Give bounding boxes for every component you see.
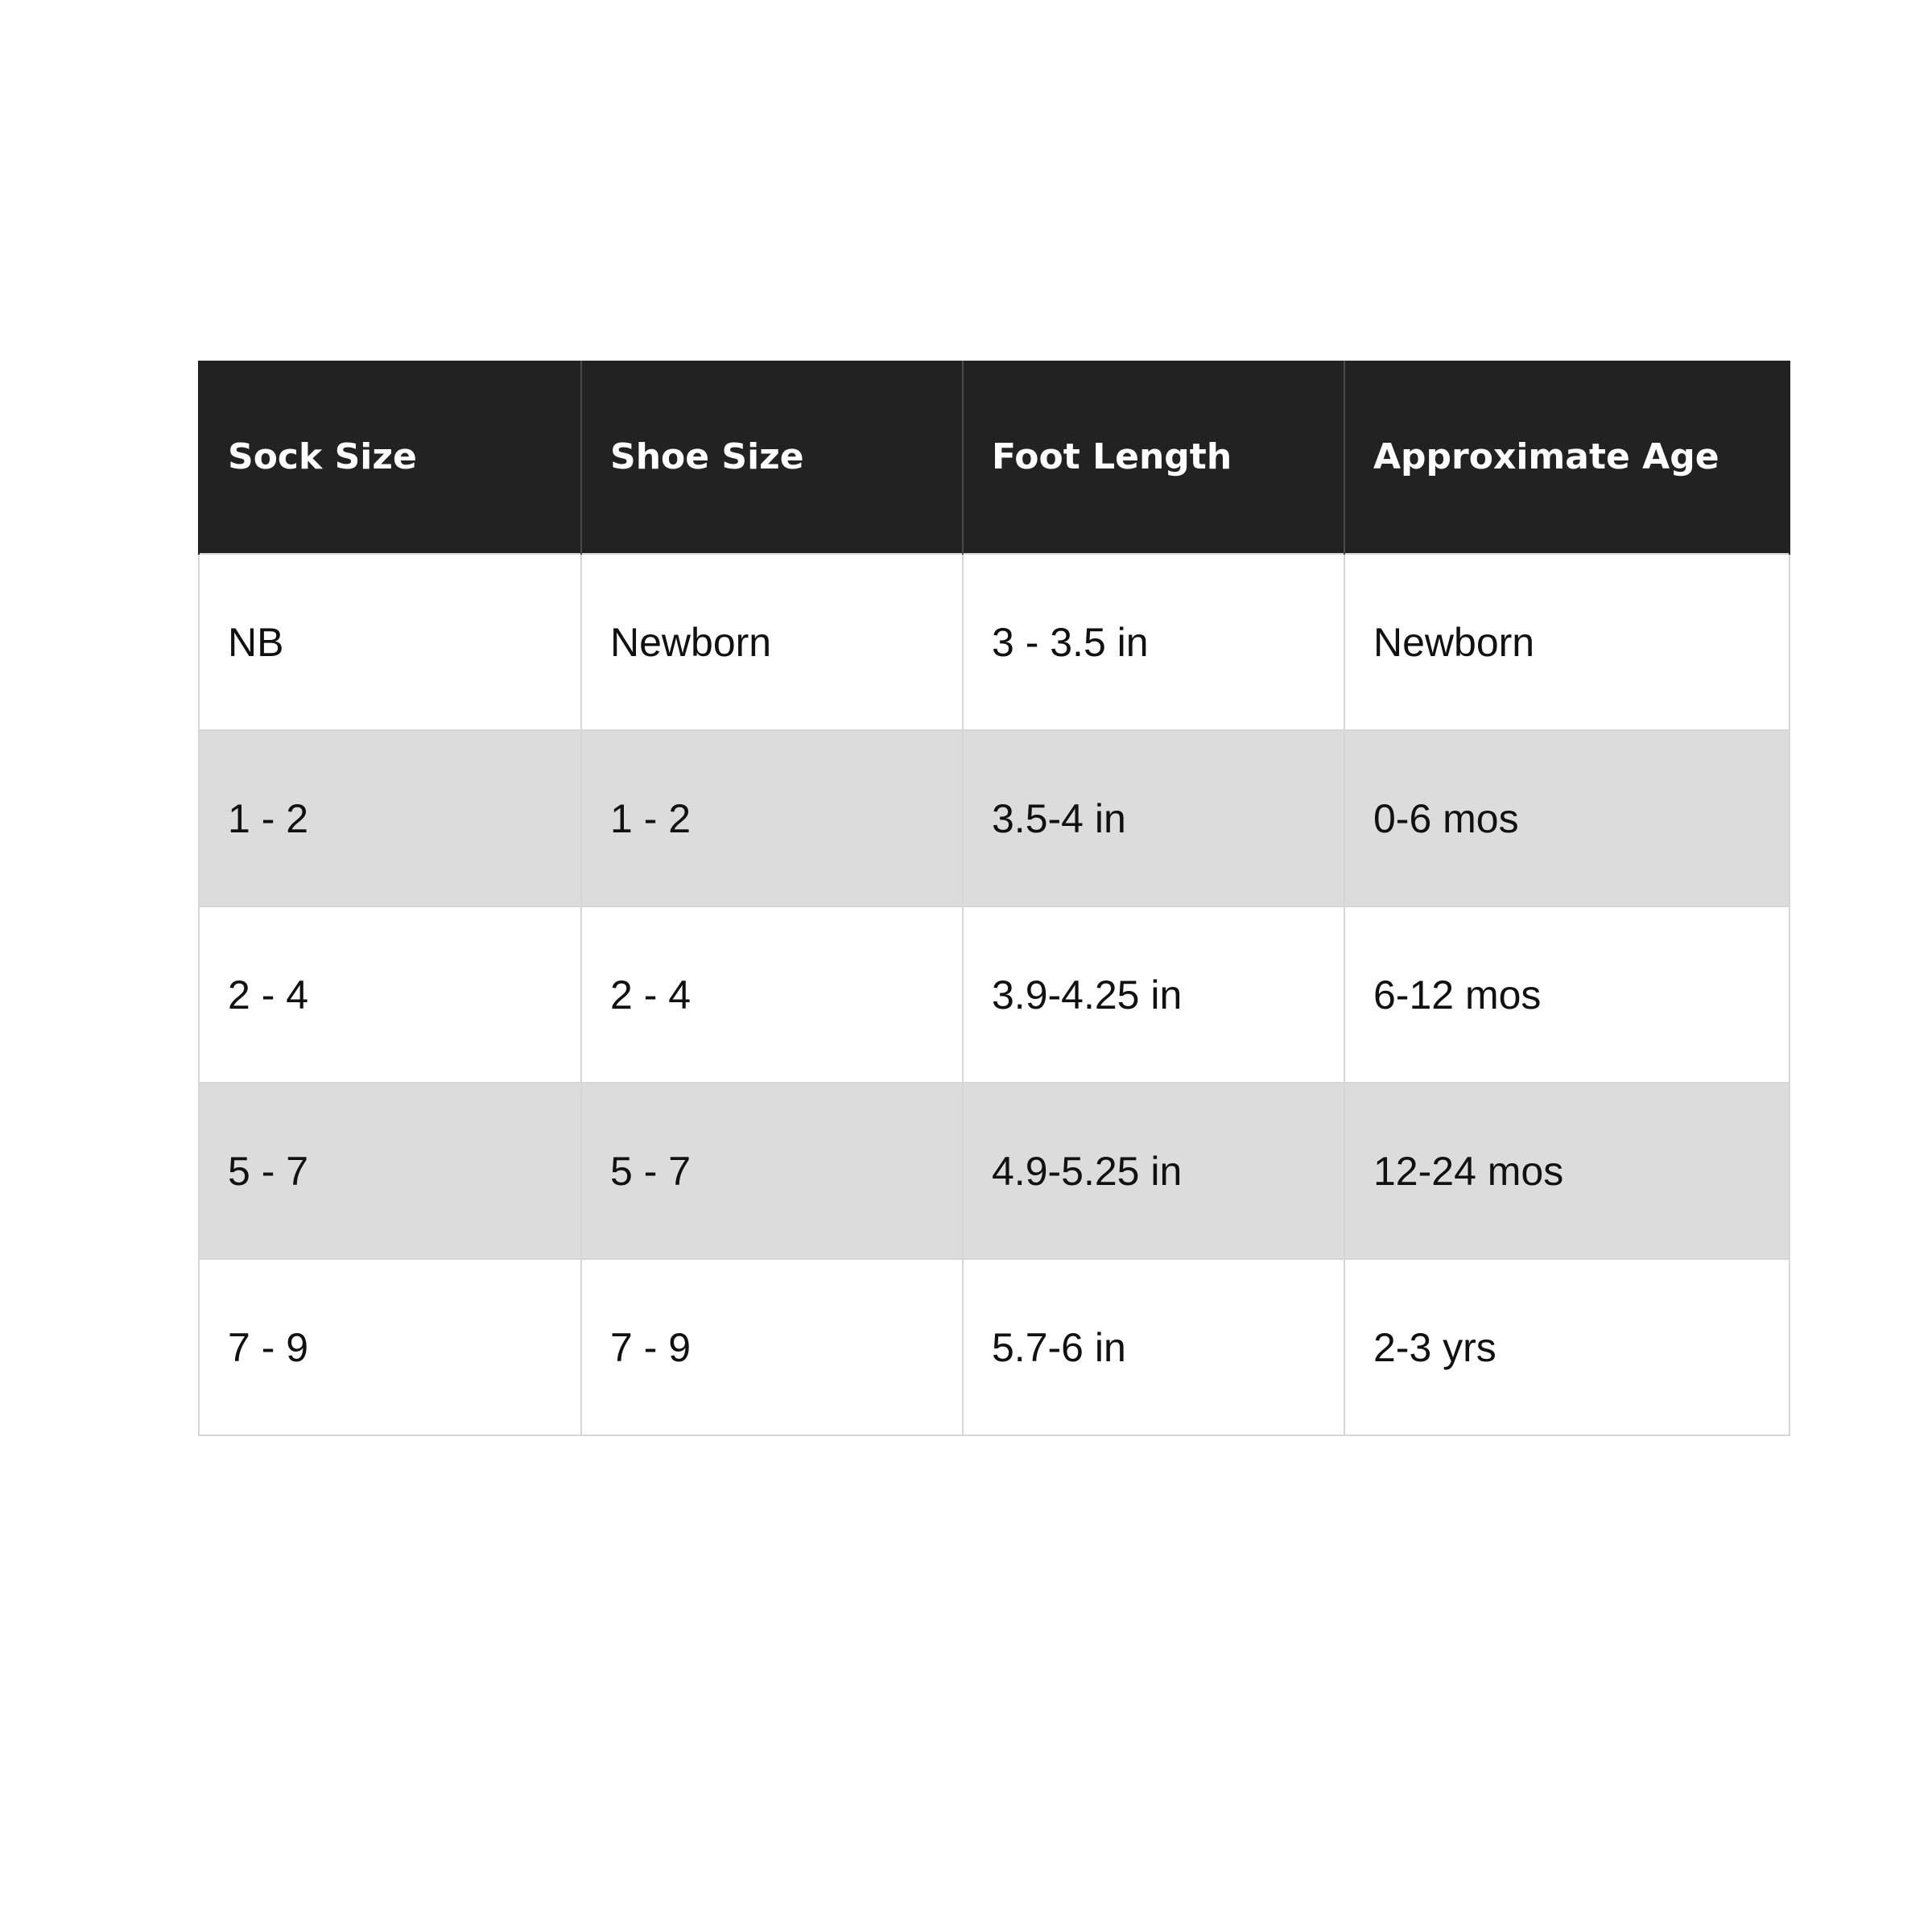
cell-foot-length: 3.5-4 in [963,730,1344,906]
cell-foot-length: 3.9-4.25 in [963,906,1344,1083]
cell-approximate-age: 0-6 mos [1344,730,1790,906]
table-row [199,730,1790,906]
cell-sock-size: 2 - 4 [199,906,581,1083]
cell-sock-size: 7 - 9 [199,1259,581,1435]
cell-sock-size: 5 - 7 [199,1083,581,1259]
cell-approximate-age: Newborn [1344,554,1790,730]
header-row [199,361,1790,554]
header-shoe-size: Shoe Size [581,361,963,554]
cell-shoe-size: 1 - 2 [581,730,963,906]
table-row [199,1083,1790,1259]
table-row [199,554,1790,730]
cell-sock-size: NB [199,554,581,730]
size-chart-table [198,361,1790,1436]
table-body [199,554,1790,1435]
cell-approximate-age: 12-24 mos [1344,1083,1790,1259]
cell-foot-length: 3 - 3.5 in [963,554,1344,730]
cell-foot-length: 4.9-5.25 in [963,1083,1344,1259]
table-row [199,1259,1790,1435]
header-approximate-age: Approximate Age [1344,361,1790,554]
cell-sock-size: 1 - 2 [199,730,581,906]
cell-shoe-size: 5 - 7 [581,1083,963,1259]
table-row [199,906,1790,1083]
cell-shoe-size: 2 - 4 [581,906,963,1083]
cell-approximate-age: 6-12 mos [1344,906,1790,1083]
cell-shoe-size: Newborn [581,554,963,730]
cell-shoe-size: 7 - 9 [581,1259,963,1435]
header-sock-size: Sock Size [199,361,581,554]
cell-foot-length: 5.7-6 in [963,1259,1344,1435]
cell-approximate-age: 2-3 yrs [1344,1259,1790,1435]
table-header [199,361,1790,554]
header-foot-length: Foot Length [963,361,1344,554]
